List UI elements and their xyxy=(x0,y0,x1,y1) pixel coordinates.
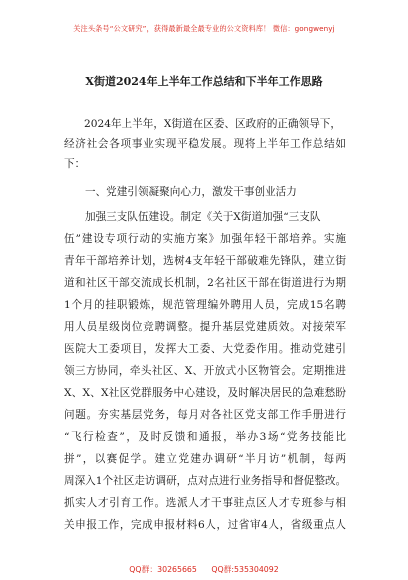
paragraph-line: 用人员星级岗位竞聘调整。提升基层党建质效。对接荣军 xyxy=(64,321,346,333)
paragraph-line: 问题。夯实基层党务，每月对各社区党支部工作手册进行 xyxy=(64,409,346,421)
paragraph-line: 伍”建设专项行动的实施方案》加强年轻干部培养。实施 xyxy=(64,233,346,245)
paragraph-line: X、X、X社区党群服务中心建设，及时解决居民的急难愁盼 xyxy=(64,387,346,399)
paragraph-line: 下： xyxy=(64,158,86,170)
paragraph-line: 加强三支队伍建设。制定《关于X街道加强“三支队 xyxy=(85,211,321,223)
document-title: X街道2024年上半年工作总结和下半年工作思路 xyxy=(85,75,323,88)
paragraph-line: 2024年上半年，X街道在区委、区政府的正确领导下， xyxy=(84,118,341,130)
paragraph-line: 拼”，以赛促学。建立党建办调研“半月访”机制，每两 xyxy=(64,453,346,465)
paragraph-line: 关申报工作，完成申报材料6人，过省审4人，省级重点人 xyxy=(64,519,346,531)
qq-group-2: QQ群:535304092 xyxy=(211,565,279,574)
paragraph-line: 经济社会各项事业实现平稳发展。现将上半年工作总结如 xyxy=(64,138,346,150)
footer-contact xyxy=(0,564,408,575)
paragraph-line: 医院大工委项目，发挥大工委、大党委作用。推动党建引 xyxy=(64,343,346,355)
paragraph-line: 青年干部培养计划，选树4支年轻干部破难先锋队，建立街 xyxy=(64,255,346,267)
paragraph-line: 领三方协同，牵头社区、X、开放式小区物管会。定期推进 xyxy=(64,365,346,377)
paragraph-line: 1个月的挂职锻炼，规范管理编外聘用人员，完成15名聘 xyxy=(64,299,346,311)
promo-banner: 关注头条号“公文研究”，获得最新最全最专业的公文资料库！ 微信：gongwenyj xyxy=(73,24,335,33)
paragraph-line: “飞行检查”，及时反馈和通报，举办3场“党务技能比 xyxy=(64,431,346,443)
paragraph-line: 周深入1个社区走访调研，点对点进行业务指导和督促整改。 xyxy=(64,475,347,487)
paragraph-line: 道和社区干部交流成长机制，2名社区干部在街道进行为期 xyxy=(64,277,346,289)
paragraph-line: 抓实人才引育工作。选派人才干事驻点区人才专班参与相 xyxy=(64,497,346,509)
qq-group-1: QQ群：30265665 xyxy=(129,565,197,574)
section-heading: 一、党建引领凝聚向心力，激发干事创业活力 xyxy=(85,186,297,198)
